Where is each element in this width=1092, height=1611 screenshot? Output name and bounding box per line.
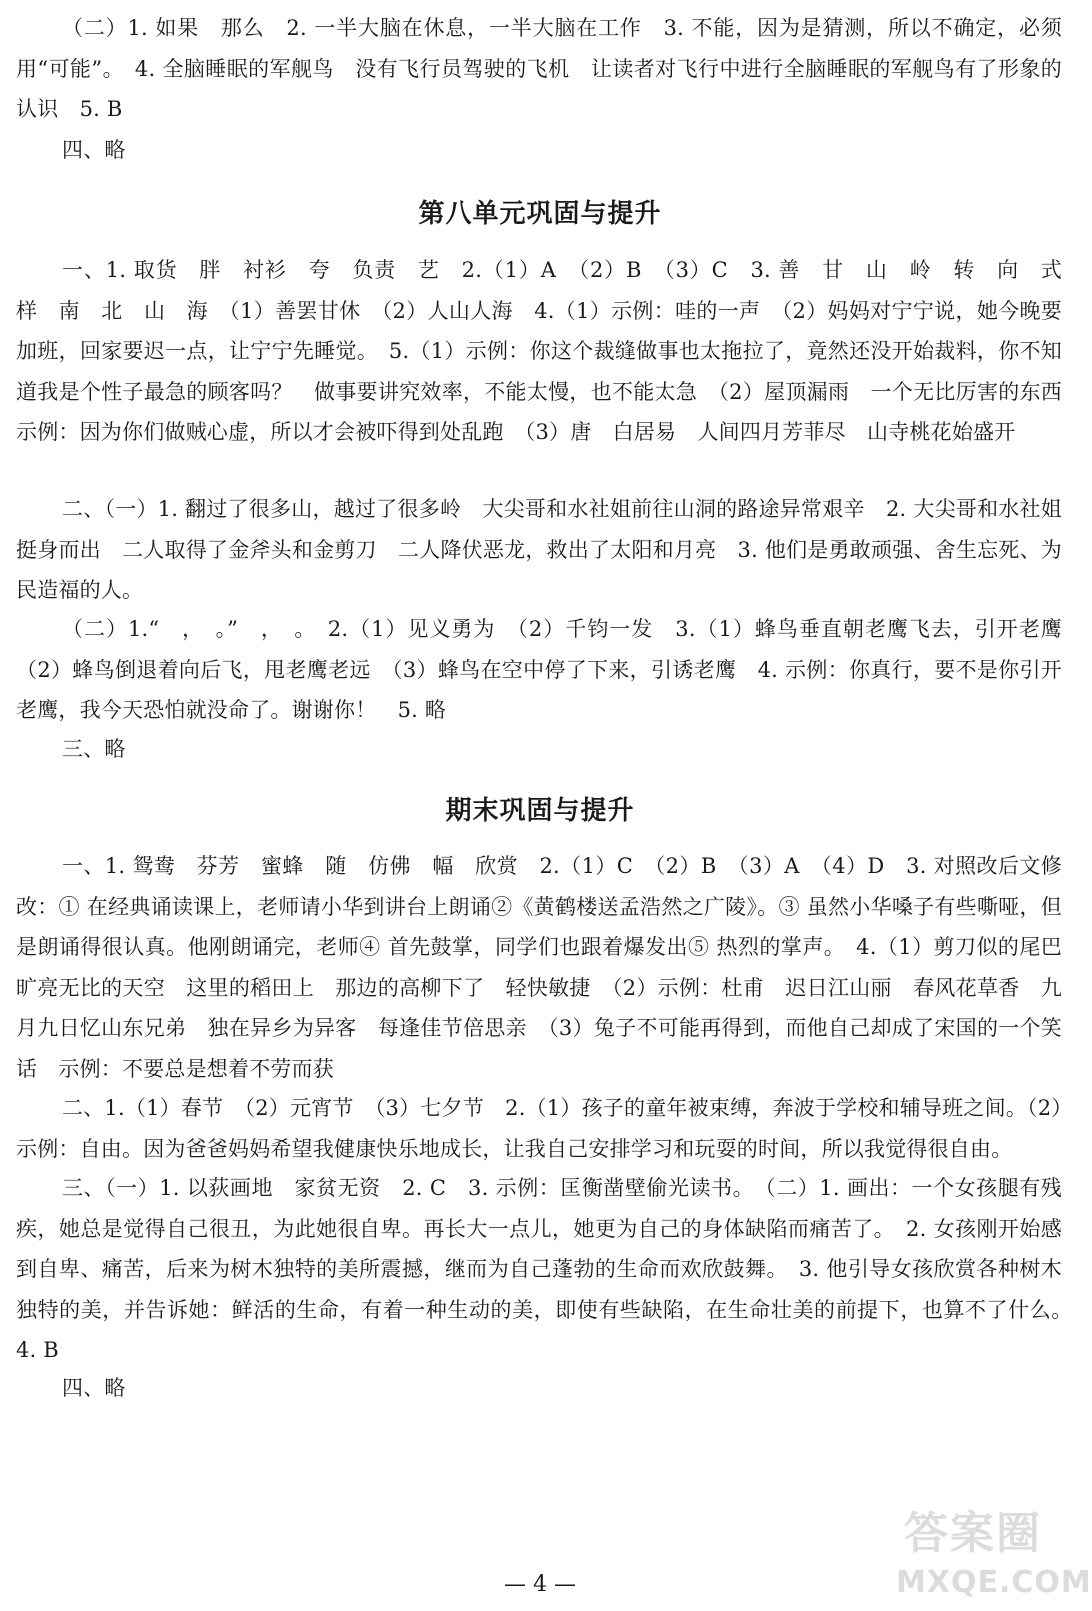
watermark-url-text: MXQE.COM <box>896 1565 1092 1600</box>
watermark-chinese-text: 答案圈 <box>904 1508 1042 1559</box>
final-part-2-answers: 二、1.（1）春节 （2）元宵节 （3）七夕节 2.（1）孩子的童年被束缚，奔波于学校和辅导班之间。（2）示例：自由。因为爸爸妈妈希望我健康快乐地成长，让我自己安排学习和玩耍的时间，所以我觉得很自由。 <box>16 1096 1062 1161</box>
unit-8-part-3-answer: 三、略 <box>62 737 126 761</box>
final-part-1-answers: 一、1. 鸳鸯 芬芳 蜜蜂 随 仿佛 幅 欣赏 2.（1）C （2）B （3）A （4）D 3. 对照改后文修改：① 在经典诵读课上，老师请小华到讲台上朗诵②《黄鹤楼送孟浩然之广陵》。③ 虽然小华嗓子有些嘶哑，但是朗诵得很认真。他刚朗诵完，老师④ 首先鼓掌，同学们也跟着爆发出⑤ 热烈的掌声。 4.（1）剪刀似的尾巴 旷亮无比的天空 这里的稻田上 那边的高柳下了 轻快敏捷 （2）示例：杜甫 迟日江山丽 春风花草香 九月九日忆山东兄弟 独在异乡为异客 每逢佳节倍思亲 （3）兔子不可能再得到，而他自己却成了宋国的一个笑话 示例：不要总是想着不劳而获 <box>16 854 1084 1081</box>
final-review-heading: 期末巩固与提升 <box>445 796 635 826</box>
page-number: — 4 — <box>504 1572 576 1597</box>
unit-8-heading: 第八单元巩固与提升 <box>418 199 662 229</box>
unit-8-part-2-1-answers: 二、（一）1. 翻过了很多山，越过了很多岭 大尖哥和水社姐前往山洞的路途异常艰辛 2. 大尖哥和水社姐挺身而出 二人取得了金斧头和金剪刀 二人降伏恶龙，救出了太阳和月亮 3. 他们是勇敢顽强、舍生忘死、为民造福的人。 <box>16 497 1062 602</box>
section-7-part-2-answers: （二）1. 如果 那么 2. 一半大脑在休息，一半大脑在工作 3. 不能，因为是猜测，所以不确定，必须用“可能”。 4. 全脑睡眠的军舰鸟 没有飞行员驾驶的飞机 让读者对飞行中进行全脑睡眠的军舰鸟有了形象的认识 5. B <box>16 16 1062 121</box>
unit-8-part-1-answers: 一、1. 取货 胖 衬衫 夸 负责 艺 2.（1）A （2）B （3）C 3. 善 甘 山 岭 转 向 式 样 南 北 山 海 （1）善罢甘休 （2）人山人海 4.（1）示例：哇的一声 （2）妈妈对宁宁说，她今晚要加班，回家要迟一点，让宁宁先睡觉。 5.（1）示例：你这个裁缝做事也太拖拉了，竟然还没开始裁料，你不知道我是个性子最急的顾客吗？ 做事要讲究效率，不能太慢，也不能太急 （2）屋顶漏雨 一个无比厉害的东西 示例：因为你们做贼心虚，所以才会被吓得到处乱跑 （3）唐 白居易 人间四月芳菲尽 山寺桃花始盛开 <box>16 258 1084 444</box>
final-part-3-answers: 三、（一）1. 以荻画地 家贫无资 2. C 3. 示例：匡衡凿壁偷光读书。 （二）1. 画出：一个女孩腿有残疾，她总是觉得自己很丑，为此她很自卑。再长大一点儿，她更为自己的身体缺陷而痛苦了。 2. 女孩刚开始感到自卑、痛苦，后来为树木独特的美所震撼，继而为自己蓬勃的生命而欢欣鼓舞。 3. 他引导女孩欣赏各种树木独特的美，并告诉她：鲜活的生命，有着一种生动的美，即使有些缺陷，在生命壮美的前提下，也算不了什么。 4. B <box>16 1176 1084 1362</box>
unit-8-part-2-2-answers: （二）1.“ ， 。” ， 。 2.（1）见义勇为 （2）千钧一发 3.（1）蜂鸟垂直朝老鹰飞去，引开老鹰 （2）蜂鸟倒退着向后飞，甩老鹰老远 （3）蜂鸟在空中停了下来，引诱老鹰 4. 示例：你真行，要不是你引开老鹰，我今天恐怕就没命了。谢谢你！ 5. 略 <box>16 617 1084 722</box>
final-part-4-answer: 四、略 <box>62 1376 126 1400</box>
site-watermark-logo <box>896 1505 1092 1605</box>
section-7-part-4-answer: 四、略 <box>62 138 126 162</box>
